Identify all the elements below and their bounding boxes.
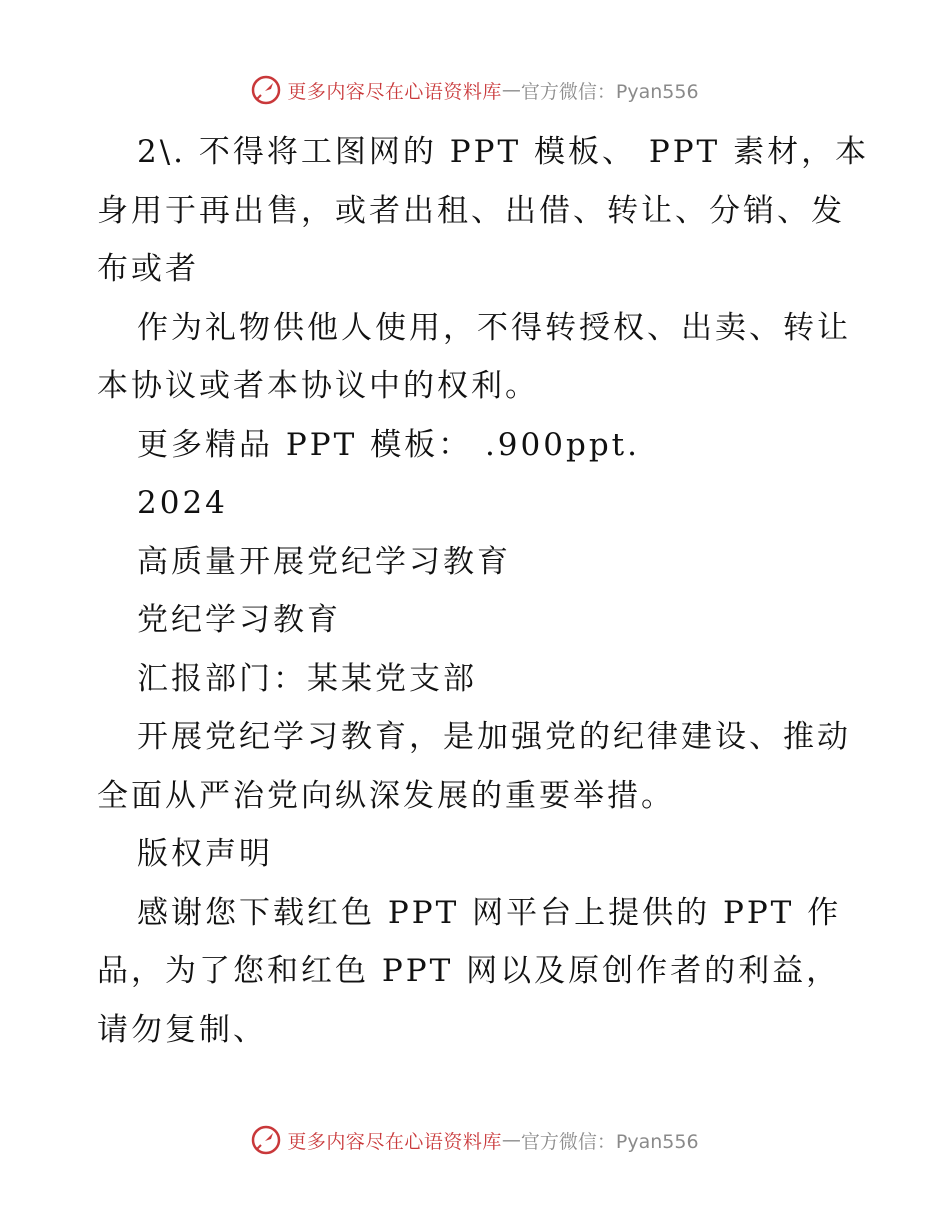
body-line: 品，为了您和红色 PPT 网以及原创作者的利益， [97, 953, 841, 989]
body-line: 汇报部门：某某党支部 [137, 660, 477, 697]
footer-banner [0, 1120, 950, 1160]
banner-dash: — [501, 1129, 521, 1151]
body-line: 2024 [137, 485, 228, 521]
body-line: 布或者 [97, 251, 199, 287]
body-line: 党纪学习教育 [137, 602, 341, 638]
body-line: 更多精品 PPT 模板： .900ppt. [137, 426, 640, 463]
body-line: 2\. 不得将工图网的 PPT 模板、 PPT 素材，本 [137, 134, 870, 170]
body-line: 身用于再出售，或者出租、出借、转让、分销、发 [97, 192, 845, 229]
banner-dash: — [501, 79, 521, 101]
body-line: 作为礼物供他人使用，不得转授权、出卖、转让 [137, 309, 851, 346]
body-line: 请勿复制、 [97, 1011, 267, 1048]
banner-title: 更多内容尽在心语资料库 [287, 80, 502, 103]
quill-logo-icon [251, 1125, 281, 1155]
document-body [97, 123, 870, 1059]
body-line: 高质量开展党纪学习教育 [137, 543, 511, 580]
body-line: 感谢您下载红色 PPT 网平台上提供的 PPT 作 [137, 894, 842, 931]
body-line: 开展党纪学习教育，是加强党的纪律建设、推动 [137, 719, 851, 755]
body-line: 版权声明 [137, 836, 273, 872]
banner-title: 更多内容尽在心语资料库 [287, 1130, 502, 1153]
header-banner [0, 70, 950, 110]
banner-wechat: 官方微信：Pyan556 [520, 80, 699, 103]
body-line: 本协议或者本协议中的权利。 [97, 368, 539, 404]
quill-logo-icon [251, 75, 281, 105]
banner-wechat: 官方微信：Pyan556 [520, 1130, 699, 1153]
body-line: 全面从严治党向纵深发展的重要举措。 [97, 777, 675, 814]
